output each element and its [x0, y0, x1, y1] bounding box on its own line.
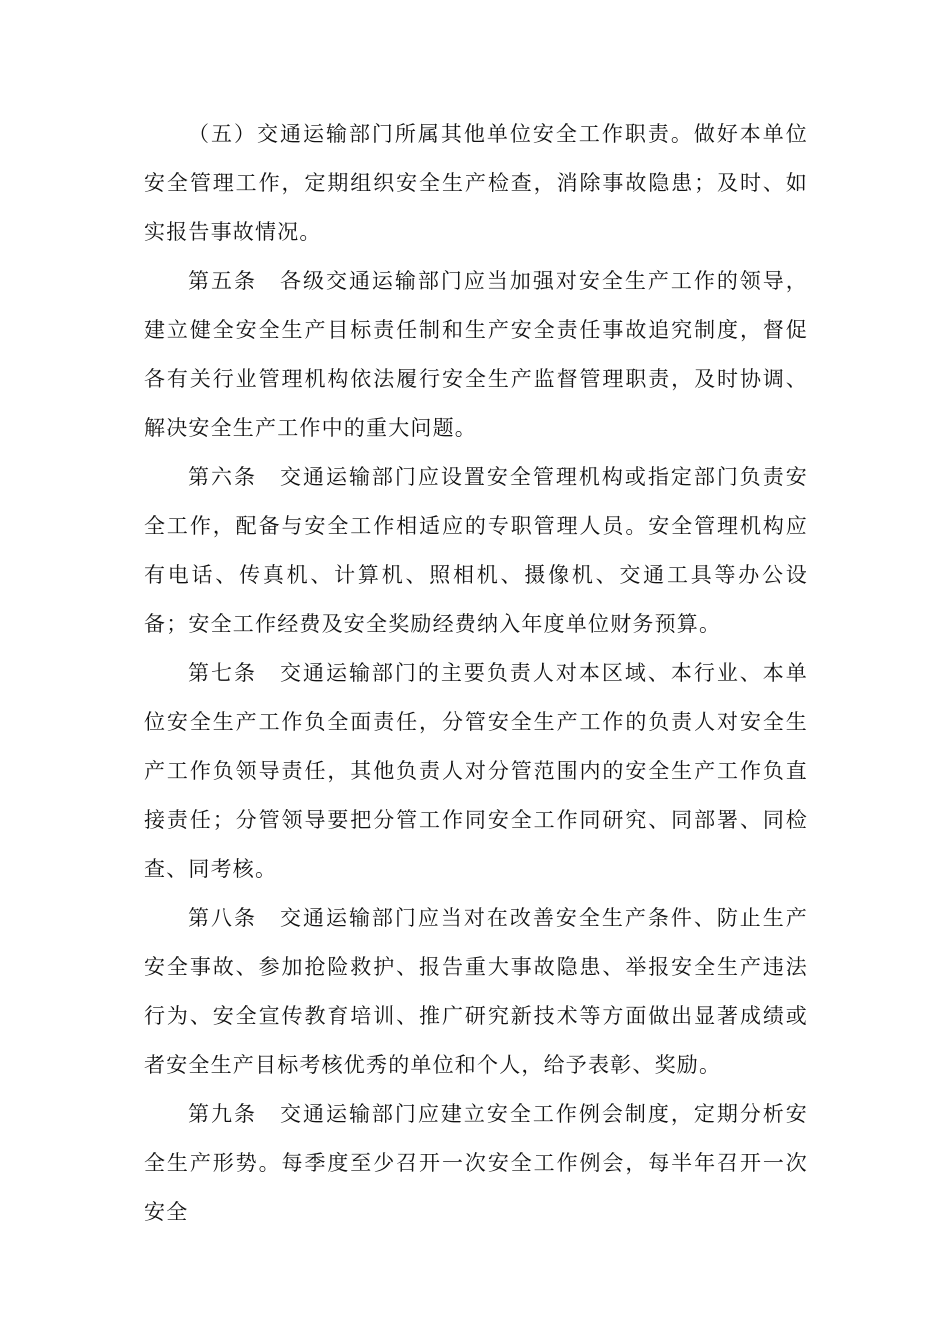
paragraph-article-5: 第五条 各级交通运输部门应当加强对安全生产工作的领导，建立健全安全生产目标责任制和生产安全责任事故追究制度，督促各有关行业管理机构依法履行安全生产监督管理职责，及时协调、解决安全生产工作中的重大问题。 [144, 269, 808, 440]
paragraph-article-9: 第九条 交通运输部门应建立安全工作例会制度，定期分析安全生产形势。每季度至少召开一次安全工作例会，每半年召开一次安全 [144, 1102, 808, 1224]
paragraph-article-8: 第八条 交通运输部门应当对在改善安全生产条件、防止生产安全事故、参加抢险救护、报告重大事故隐患、举报安全生产违法行为、安全宣传教育培训、推广研究新技术等方面做出显著成绩或者安全生产目标考核优秀的单位和个人，给予表彰、奖励。 [144, 906, 808, 1077]
paragraph-article-6: 第六条 交通运输部门应设置安全管理机构或指定部门负责安全工作，配备与安全工作相适应的专职管理人员。安全管理机构应有电话、传真机、计算机、照相机、摄像机、交通工具等办公设备；安全工作经费及安全奖励经费纳入年度单位财务预算。 [144, 465, 808, 636]
paragraph-item-5-duties: （五）交通运输部门所属其他单位安全工作职责。做好本单位安全管理工作，定期组织安全生产检查，消除事故隐患；及时、如实报告事故情况。 [144, 122, 808, 244]
document-body [144, 110, 808, 1237]
paragraph-article-7: 第七条 交通运输部门的主要负责人对本区域、本行业、本单位安全生产工作负全面责任，分管安全生产工作的负责人对安全生产工作负领导责任，其他负责人对分管范围内的安全生产工作负直接责任；分管领导要把分管工作同安全工作同研究、同部署、同检查、同考核。 [144, 661, 808, 881]
